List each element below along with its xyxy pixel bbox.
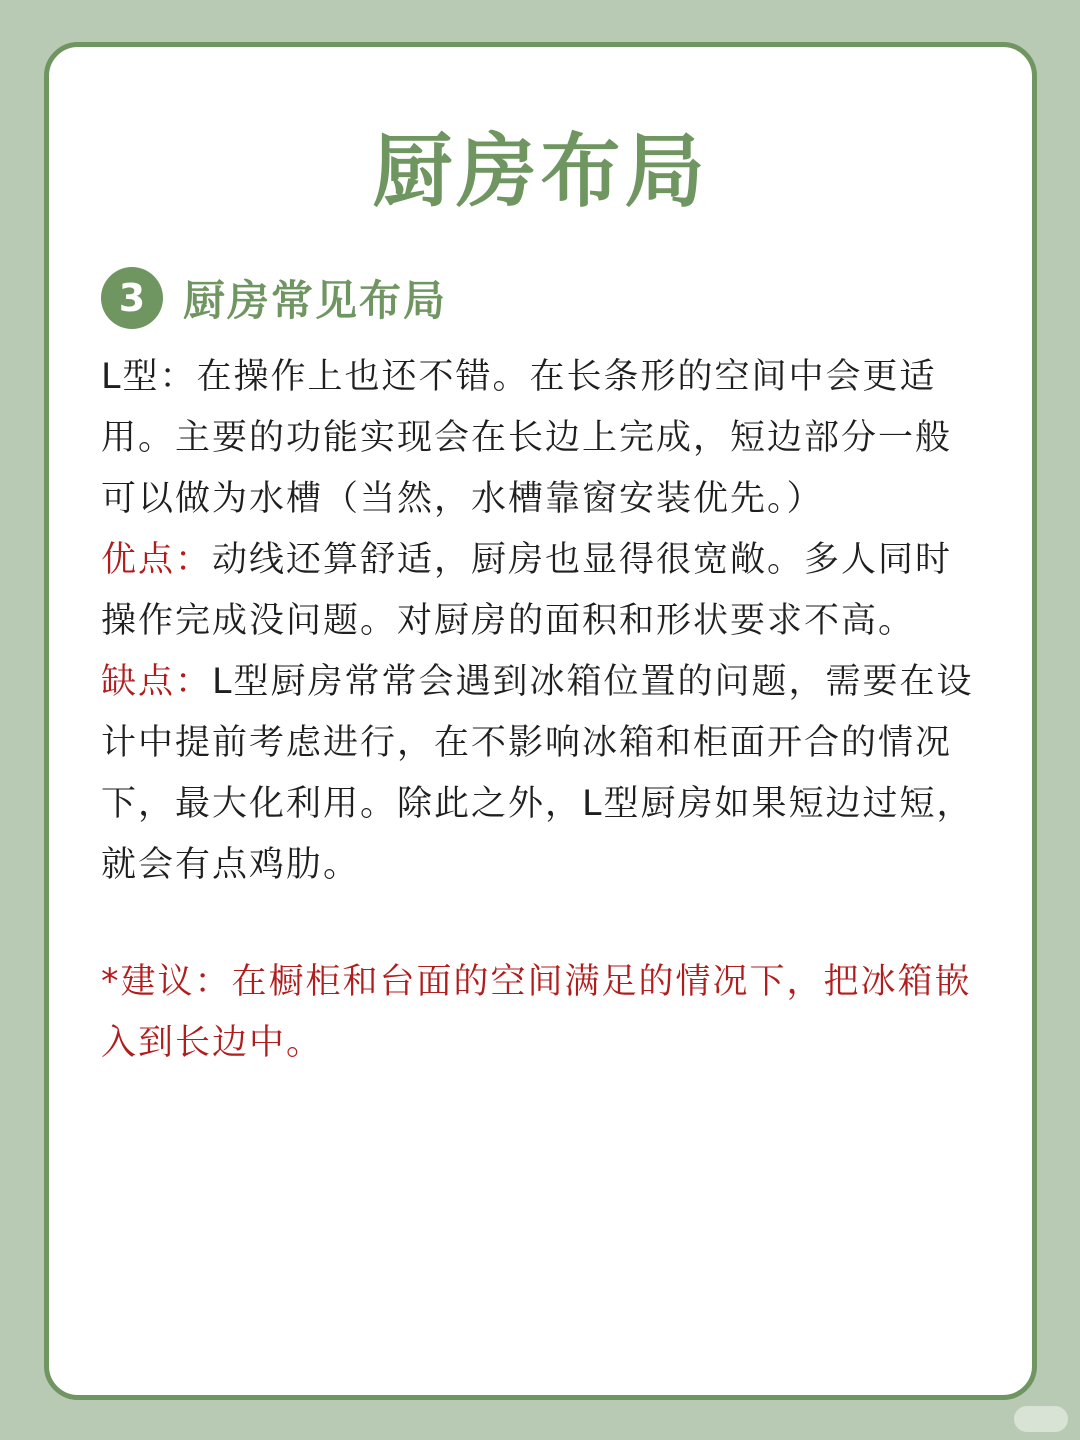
intro-paragraph: L型：在操作上也还不错。在长条形的空间中会更适用。主要的功能实现会在长边上完成，短边部分一般可以做为水槽（当然，水槽靠窗安装优先。） [101, 357, 953, 519]
section-header [101, 267, 447, 329]
cons-paragraph [101, 652, 981, 896]
body-text [101, 347, 981, 896]
cons-text: L型厨房常常会遇到冰箱位置的问题，需要在设计中提前考虑进行，在不影响冰箱和柜面开合的情况下，最大化利用。除此之外，L型厨房如果短边过短，就会有点鸡肋。 [101, 662, 974, 885]
suggestion-note: *建议：在橱柜和台面的空间满足的情况下，把冰箱嵌入到长边中。 [101, 962, 972, 1063]
page-title: 厨房布局 [372, 125, 709, 218]
section-title: 厨房常见布局 [183, 276, 448, 325]
section-number-badge: 3 [101, 267, 163, 329]
pros-paragraph [101, 530, 981, 652]
content-card [44, 42, 1037, 1400]
pros-label: 优点： [101, 540, 213, 580]
pros-text: 动线还算舒适，厨房也显得很宽敞。多人同时操作完成没问题。对厨房的面积和形状要求不高。 [101, 540, 953, 641]
watermark-logo [1014, 1406, 1068, 1432]
cons-label: 缺点： [101, 662, 213, 702]
